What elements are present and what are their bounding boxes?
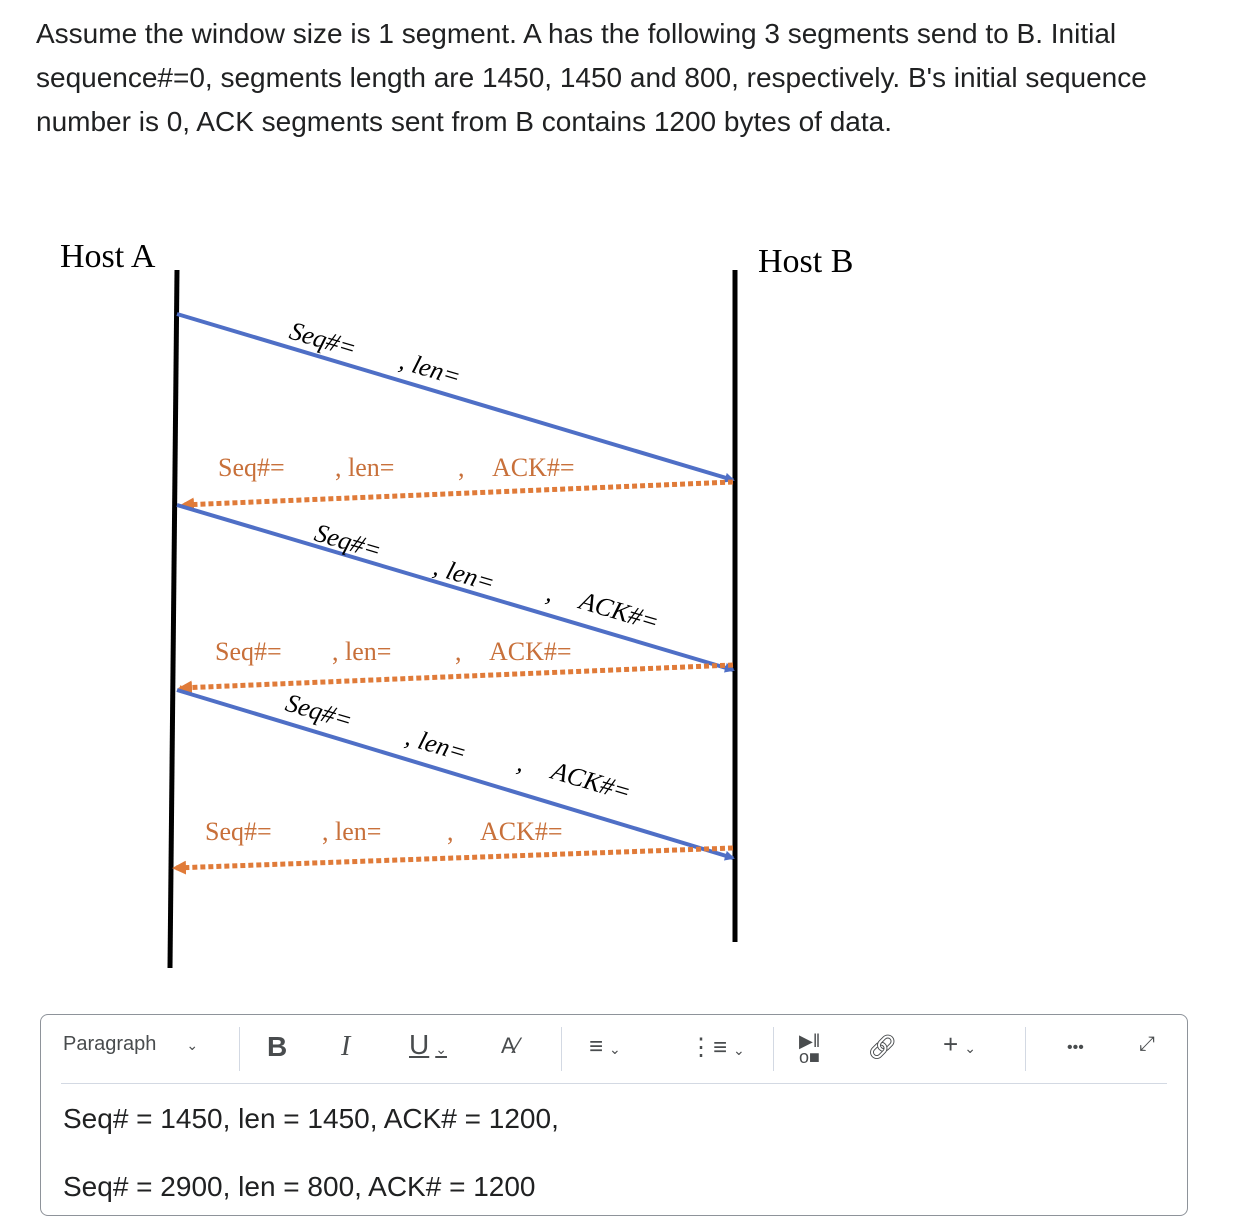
ack-segment-arrow-2 xyxy=(180,665,733,688)
chevron-down-icon: ⌄ xyxy=(435,1041,447,1057)
underline-button[interactable] xyxy=(409,1029,447,1061)
data-3-comma: , xyxy=(514,747,529,778)
media-icon[interactable]: ▶‖ o■ xyxy=(799,1031,821,1067)
format-label: Paragraph xyxy=(63,1033,157,1055)
ack-1-ack-label: ACK#= xyxy=(492,453,575,482)
question-text: Assume the window size is 1 segment. A has the following 3 segments send to B. Initial sequence#=0, segments length are 1450, 1450 and 800, respectively. B's initial sequence number is 0, ACK segments sent from B contains 1200 bytes of data. xyxy=(36,18,1147,137)
ack-3-comma: , xyxy=(447,817,454,846)
data-3-seq-label: Seq#= xyxy=(282,687,356,736)
ack-2-ack-label: ACK#= xyxy=(489,637,572,666)
chevron-down-icon: ⌄ xyxy=(964,1040,976,1056)
chevron-down-icon: ⌄ xyxy=(733,1042,745,1058)
italic-button[interactable]: I xyxy=(341,1031,351,1062)
host-a-label: Host A xyxy=(60,238,156,275)
align-icon: ≡ xyxy=(589,1033,604,1060)
ack-3-len-label: , len= xyxy=(322,817,382,846)
insert-button[interactable] xyxy=(943,1029,976,1060)
ack-3-seq-label: Seq#= xyxy=(205,817,272,846)
host-b-label: Host B xyxy=(758,243,854,280)
list-icon: ⋮≡ xyxy=(689,1034,728,1061)
answer-line-1: Seq# = 1450, len = 1450, ACK# = 1200, xyxy=(63,1103,559,1134)
answer-line-2: Seq# = 2900, len = 800, ACK# = 1200 xyxy=(63,1171,536,1202)
ack-1-comma: , xyxy=(458,453,465,482)
ack-2-comma: , xyxy=(455,637,462,666)
ack-1-len-label: , len= xyxy=(335,453,395,482)
link-icon[interactable]: 🔗︎ xyxy=(867,1034,898,1061)
data-2-comma: , xyxy=(543,577,558,608)
answer-editor[interactable] xyxy=(40,1014,1188,1216)
data-1-len-label: , len= xyxy=(396,345,465,392)
chevron-down-icon: ⌄ xyxy=(186,1037,199,1053)
host-a-timeline xyxy=(170,270,177,968)
data-2-seq-label: Seq#= xyxy=(311,517,385,566)
chevron-down-icon: ⌄ xyxy=(609,1041,621,1057)
ack-1-seq-label: Seq#= xyxy=(218,453,285,482)
fullscreen-icon[interactable]: ⤢ xyxy=(1139,1033,1155,1055)
plus-icon: + xyxy=(943,1029,959,1059)
ack-2-len-label: , len= xyxy=(332,637,392,666)
editor-toolbar xyxy=(41,1015,1187,1083)
format-dropdown[interactable] xyxy=(63,1033,198,1056)
data-2-ack-label: ACK#= xyxy=(576,585,663,637)
list-button[interactable] xyxy=(689,1033,745,1062)
ack-2-seq-label: Seq#= xyxy=(215,637,282,666)
toolbar-divider xyxy=(61,1083,1167,1084)
align-button[interactable] xyxy=(589,1033,621,1061)
more-options-button[interactable]: ••• xyxy=(1067,1039,1084,1056)
ack-3-ack-label: ACK#= xyxy=(480,817,563,846)
data-1-seq-label: Seq#= xyxy=(286,315,360,364)
ack-segment-arrow-3 xyxy=(174,848,733,868)
data-3-ack-label: ACK#= xyxy=(548,755,635,807)
underline-label: U xyxy=(409,1029,430,1060)
ack-segment-arrow-1 xyxy=(182,482,733,505)
data-3-len-label: , len= xyxy=(402,721,471,768)
data-2-len-label: , len= xyxy=(430,551,499,598)
bold-button[interactable]: B xyxy=(267,1031,288,1062)
text-color-icon[interactable]: A⁄ xyxy=(501,1033,520,1058)
